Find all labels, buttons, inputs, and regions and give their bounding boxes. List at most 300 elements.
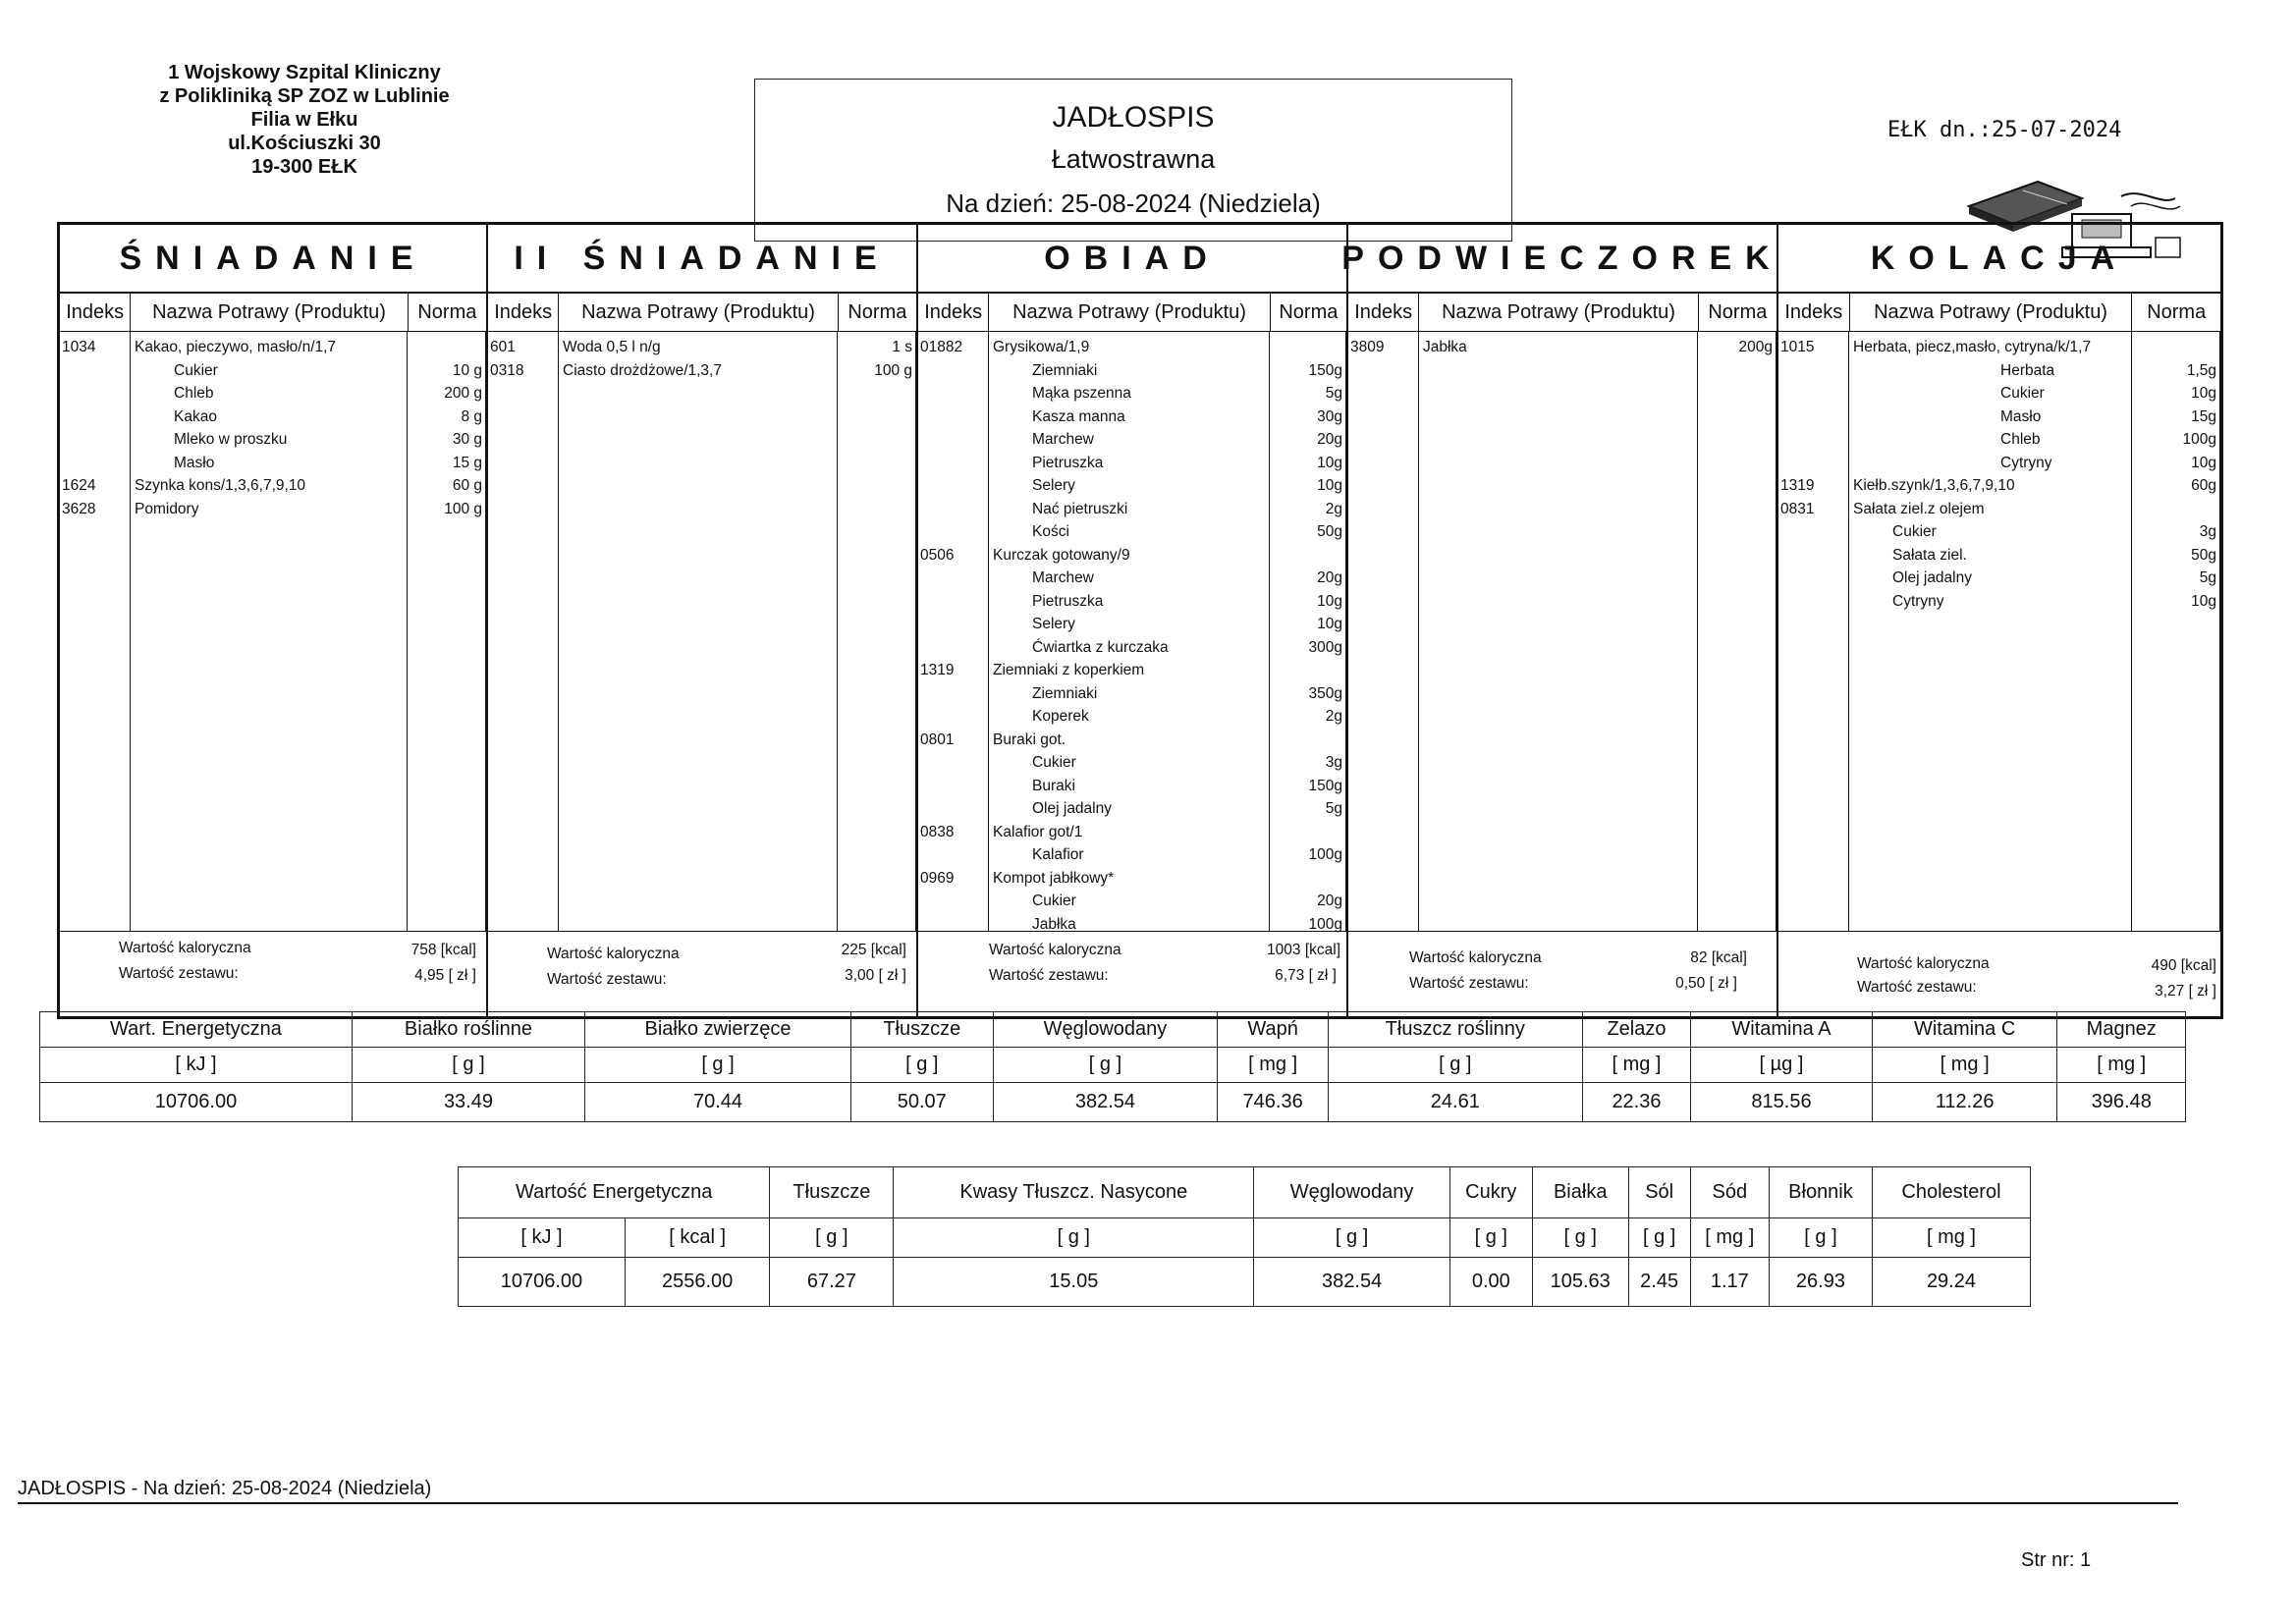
item-norm: 50g — [2191, 546, 2216, 564]
cost-label: Wartość zestawu: — [989, 967, 1109, 984]
cost-value: 4,95 [ zł ] — [414, 967, 476, 984]
menu-item-row — [1778, 590, 2220, 614]
nutrient-value: 15.05 — [894, 1258, 1254, 1307]
item-norm: 2g — [1325, 708, 1342, 725]
item-index: 1015 — [1780, 339, 1815, 355]
menu-item-row — [1778, 474, 2220, 498]
kcal-label: Wartość kaloryczna — [1857, 955, 1990, 972]
header-name: Nazwa Potrawy (Produktu) — [989, 294, 1270, 331]
item-name: Marchew — [1032, 431, 1094, 448]
nutrient-header: Żelazo — [1582, 1012, 1690, 1048]
column-headers — [1778, 294, 2220, 332]
menu-grid — [57, 222, 2223, 1019]
item-norm: 3g — [2199, 523, 2216, 540]
menu-item-row — [1778, 452, 2220, 475]
header-norm: Norma — [417, 300, 477, 323]
energy-value: 2556.00 — [625, 1258, 770, 1307]
menu-item-row — [918, 729, 1346, 752]
meal-title: KOLACJA — [1778, 225, 2220, 294]
menu-item-row — [918, 821, 1346, 844]
menu-date: Na dzień: 25-08-2024 (Niedziela) — [946, 189, 1321, 218]
header-index: Indeks — [488, 294, 559, 331]
cost-label: Wartość zestawu: — [547, 971, 667, 988]
item-name: Cukier — [1892, 523, 1937, 540]
item-name: Selery — [1032, 616, 1075, 632]
kcal-value: 758 [kcal] — [410, 942, 476, 958]
energy-value: 10706.00 — [459, 1258, 626, 1307]
nutrient-unit: [ kJ ] — [40, 1048, 353, 1083]
nutrient-value: 0.00 — [1449, 1258, 1532, 1307]
item-index: 0969 — [920, 869, 955, 887]
header-index: Indeks — [918, 294, 989, 331]
nutrient-header: Tłuszcze — [851, 1012, 993, 1048]
nutrient-unit: [ g ] — [1328, 1048, 1582, 1083]
item-index: 1319 — [920, 662, 955, 678]
hospital-branch: Filia w Ełku — [250, 109, 358, 131]
header-index: Indeks — [1778, 294, 1850, 331]
item-name: Grysikowa/1,9 — [993, 339, 1090, 355]
item-name: Cukier — [174, 361, 218, 379]
item-name: Ziemniaki z koperkiem — [993, 662, 1145, 678]
energy-header: Wartość Energetyczna — [459, 1167, 770, 1218]
item-norm: 100 g — [444, 500, 482, 517]
item-name: Chleb — [174, 385, 214, 402]
nutrient-unit: [ µg ] — [1691, 1048, 1873, 1083]
item-norm: 100 g — [874, 361, 912, 379]
item-name: Kalafior — [1032, 846, 1084, 863]
cost-label: Wartość zestawu: — [119, 965, 239, 982]
item-index: 0318 — [490, 361, 524, 379]
item-index: 0831 — [1780, 500, 1815, 517]
meal-body — [1348, 332, 1777, 932]
kcal-label: Wartość kaloryczna — [119, 940, 251, 956]
item-norm: 10g — [1317, 616, 1342, 632]
nutrient-unit: [ g ] — [894, 1218, 1254, 1258]
nutrient-header: Tłuszcze — [770, 1167, 894, 1218]
menu-item-row — [60, 474, 486, 498]
item-name: Cytryny — [2000, 454, 2052, 471]
item-norm: 1,5g — [2186, 361, 2216, 379]
item-list — [918, 336, 1346, 936]
item-name: Mąka pszenna — [1032, 385, 1131, 402]
header-name: Nazwa Potrawy (Produktu) — [1850, 294, 2133, 331]
menu-item-row — [918, 382, 1346, 406]
nutrient-value: 50.07 — [851, 1083, 993, 1122]
item-norm: 200 g — [444, 385, 482, 402]
item-name: Ziemniaki — [1032, 684, 1098, 702]
nutrient-unit: [ mg ] — [2057, 1048, 2186, 1083]
nutrient-unit: [ mg ] — [1690, 1218, 1769, 1258]
nutrient-unit: [ mg ] — [1872, 1218, 2030, 1258]
item-norm: 5g — [1325, 385, 1342, 402]
meal-summary — [1348, 932, 1777, 1010]
nutrient-value: 105.63 — [1532, 1258, 1628, 1307]
menu-item-row — [918, 890, 1346, 913]
cost-value: 0,50 [ zł ] — [1675, 975, 1737, 992]
meal-summary — [488, 932, 916, 1010]
item-norm: 1 s — [892, 339, 912, 355]
item-norm: 3g — [1325, 754, 1342, 771]
menu-item-row — [918, 613, 1346, 636]
nutrient-unit: [ g ] — [993, 1048, 1218, 1083]
item-name: Kalafior got/1 — [993, 823, 1083, 840]
nutrition-header-row — [40, 1012, 2186, 1048]
title-box — [754, 79, 1512, 242]
item-name: Buraki got. — [993, 730, 1066, 748]
item-name: Kompot jabłkowy* — [993, 869, 1115, 887]
nutrient-header: Tłuszcz roślinny — [1328, 1012, 1582, 1048]
nutrient-value: 10706.00 — [40, 1083, 353, 1122]
item-name: Kurczak gotowany/9 — [993, 546, 1130, 564]
nutrient-value: 746.36 — [1218, 1083, 1328, 1122]
meal-body — [1778, 332, 2220, 932]
item-name: Jabłka — [1032, 915, 1076, 933]
nutrient-unit: [ g ] — [1449, 1218, 1532, 1258]
meal-title: II ŚNIADANIE — [488, 225, 916, 294]
item-name: Masło — [2000, 407, 2042, 425]
nutrient-unit: [ mg ] — [1218, 1048, 1328, 1083]
header-norm: Norma — [1279, 300, 1339, 323]
menu-item-row — [918, 359, 1346, 383]
nutrient-header: Wart. Energetyczna — [40, 1012, 353, 1048]
item-norm: 20g — [1317, 893, 1342, 909]
column-headers — [60, 294, 486, 332]
cost-value: 3,27 [ zł ] — [2155, 983, 2216, 1000]
footer-text: JADŁOSPIS - Na dzień: 25-08-2024 (Niedziela) — [18, 1478, 432, 1499]
meal-kolacja — [1778, 225, 2220, 1016]
item-name: Marchew — [1032, 569, 1094, 586]
item-index: 0506 — [920, 546, 955, 564]
item-index: 3628 — [62, 500, 96, 517]
cost-label: Wartość zestawu: — [1857, 979, 1977, 996]
item-index: 1319 — [1780, 477, 1815, 494]
menu-item-row — [918, 659, 1346, 682]
item-name: Pietruszka — [1032, 454, 1104, 471]
nutrient-value: 382.54 — [993, 1083, 1218, 1122]
menu-item-row — [918, 751, 1346, 775]
item-norm: 10g — [1317, 592, 1342, 610]
meal-body — [60, 332, 486, 932]
meal-title: PODWIECZOREK — [1348, 225, 1777, 294]
item-name: Szynka kons/1,3,6,7,9,10 — [135, 477, 306, 494]
menu-item-row — [918, 406, 1346, 429]
item-norm: 8 g — [461, 407, 482, 425]
item-norm: 20g — [1317, 569, 1342, 586]
nutrient-header: Białko zwierzęce — [584, 1012, 850, 1048]
energy-unit: [ kJ ] — [459, 1218, 626, 1258]
item-norm: 5g — [2199, 569, 2216, 586]
kcal-value: 490 [kcal] — [2151, 957, 2216, 974]
nutrient-value: 815.56 — [1691, 1083, 1873, 1122]
item-index: 3809 — [1350, 339, 1385, 355]
item-index: 01882 — [920, 339, 963, 355]
item-norm: 15 g — [452, 454, 482, 471]
menu-item-row — [60, 452, 486, 475]
nutrient-value: 67.27 — [770, 1258, 894, 1307]
kcal-label: Wartość kaloryczna — [1409, 949, 1542, 966]
menu-item-row — [918, 498, 1346, 521]
menu-item-row — [1778, 544, 2220, 568]
item-name: Ciasto drożdżowe/1,3,7 — [563, 361, 722, 379]
nutrient-unit: [ g ] — [584, 1048, 850, 1083]
meal-ii-sniadanie — [488, 225, 918, 1016]
energy-unit: [ kcal ] — [625, 1218, 770, 1258]
nutrient-header: Białka — [1532, 1167, 1628, 1218]
menu-item-row — [60, 359, 486, 383]
nutrient-value: 22.36 — [1582, 1083, 1690, 1122]
item-name: Olej jadalny — [1892, 569, 1972, 586]
item-norm: 2g — [1325, 500, 1342, 517]
item-name: Ziemniaki — [1032, 361, 1098, 379]
item-name: Woda 0,5 l n/g — [563, 339, 661, 355]
item-name: Cukier — [1032, 893, 1076, 909]
menu-item-row — [918, 682, 1346, 706]
item-name: Buraki — [1032, 777, 1075, 794]
meal-summary — [918, 932, 1346, 1010]
menu-item-row — [918, 474, 1346, 498]
nutrient-value: 29.24 — [1872, 1258, 2030, 1307]
item-name: Nać pietruszki — [1032, 500, 1128, 517]
meal-summary — [1778, 932, 2220, 1010]
meal-title: OBIAD — [918, 225, 1346, 294]
hospital-address — [118, 61, 491, 179]
nutrient-value: 26.93 — [1769, 1258, 1872, 1307]
nutrition-table-daily — [39, 1011, 2186, 1122]
item-norm: 10g — [1317, 477, 1342, 494]
menu-item-row — [918, 544, 1346, 568]
nutrient-unit: [ mg ] — [1582, 1048, 1690, 1083]
item-norm: 30 g — [452, 431, 482, 448]
nutrient-unit: [ g ] — [1769, 1218, 1872, 1258]
item-name: Pietruszka — [1032, 592, 1104, 610]
menu-item-row — [1778, 406, 2220, 429]
item-name: Cukier — [1032, 754, 1076, 771]
menu-item-row — [60, 382, 486, 406]
nutrient-unit: [ mg ] — [1872, 1048, 2057, 1083]
cost-label: Wartość zestawu: — [1409, 975, 1529, 992]
header-name: Nazwa Potrawy (Produktu) — [131, 294, 408, 331]
item-name: Cukier — [2000, 385, 2045, 402]
menu-item-row — [1778, 336, 2220, 359]
hospital-street: ul.Kościuszki 30 — [228, 133, 381, 154]
header-norm: Norma — [2147, 300, 2207, 323]
menu-item-row — [60, 336, 486, 359]
item-index: 601 — [490, 339, 516, 355]
item-index: 0838 — [920, 823, 955, 840]
item-name: Masło — [174, 454, 215, 471]
item-name: Pomidory — [135, 500, 199, 517]
header-norm: Norma — [1708, 300, 1768, 323]
item-name: Mleko w proszku — [174, 431, 288, 448]
nutrient-header: Białko roślinne — [352, 1012, 584, 1048]
item-list — [488, 336, 916, 382]
item-norm: 100g — [1308, 915, 1342, 933]
item-name: Kiełb.szynk/1,3,6,7,9,10 — [1853, 477, 2015, 494]
nutrition-value-row — [40, 1083, 2186, 1122]
menu-item-row — [918, 867, 1346, 891]
nutrient-header: Węglowodany — [1254, 1167, 1450, 1218]
item-norm: 5g — [1325, 800, 1342, 817]
item-name: Sałata ziel.z olejem — [1853, 500, 1985, 517]
menu-item-row — [1778, 520, 2220, 544]
hospital-name: 1 Wojskowy Szpital Kliniczny — [168, 62, 441, 83]
nutrient-unit: [ g ] — [1254, 1218, 1450, 1258]
menu-item-row — [60, 498, 486, 521]
item-list — [1778, 336, 2220, 613]
item-index: 1624 — [62, 477, 96, 494]
item-norm: 150g — [1308, 361, 1342, 379]
item-index: 0801 — [920, 730, 955, 748]
item-norm: 100g — [2182, 431, 2216, 448]
menu-item-row — [918, 590, 1346, 614]
kcal-value: 225 [kcal] — [841, 942, 906, 958]
item-norm: 60g — [2191, 477, 2216, 494]
nutrient-header: Witamina A — [1691, 1012, 1873, 1048]
header-norm: Norma — [847, 300, 907, 323]
menu-item-row — [918, 843, 1346, 867]
item-name: Herbata — [2000, 361, 2055, 379]
nutrient-value: 33.49 — [352, 1083, 584, 1122]
meal-podwieczorek — [1341, 225, 1783, 1016]
item-norm: 10g — [2191, 385, 2216, 402]
nutrient-unit: [ g ] — [1628, 1218, 1690, 1258]
item-norm: 10g — [1317, 454, 1342, 471]
item-name: Chleb — [2000, 431, 2041, 448]
nutrition-unit-row — [40, 1048, 2186, 1083]
item-name: Cytryny — [1892, 592, 1944, 610]
nutrient-value: 2.45 — [1628, 1258, 1690, 1307]
nutrient-header: Magnez — [2057, 1012, 2186, 1048]
meal-body — [918, 332, 1346, 932]
menu-item-row — [1778, 359, 2220, 383]
menu-item-row — [60, 406, 486, 429]
nutrition2-value-row — [459, 1258, 2031, 1307]
nutrient-header: Wapń — [1218, 1012, 1328, 1048]
nutrient-header: Węglowodany — [993, 1012, 1218, 1048]
item-norm: 350g — [1308, 684, 1342, 702]
meal-summary — [60, 932, 486, 1010]
menu-item-row — [918, 775, 1346, 798]
item-norm: 150g — [1308, 777, 1342, 794]
nutrient-header: Kwasy Tłuszcz. Nasycone — [894, 1167, 1254, 1218]
menu-item-row — [1778, 498, 2220, 521]
cost-value: 6,73 [ zł ] — [1275, 967, 1337, 984]
item-name: Koperek — [1032, 708, 1089, 725]
nutrient-value: 70.44 — [584, 1083, 850, 1122]
meal-body — [488, 332, 916, 932]
nutrient-header: Cholesterol — [1872, 1167, 2030, 1218]
menu-item-row — [918, 705, 1346, 729]
nutrient-unit: [ g ] — [770, 1218, 894, 1258]
nutrient-value: 382.54 — [1254, 1258, 1450, 1307]
item-norm: 200g — [1738, 339, 1773, 355]
item-norm: 50g — [1317, 523, 1342, 540]
item-norm: 100g — [1308, 846, 1342, 863]
item-index: 1034 — [62, 339, 96, 355]
page-number: Str nr: 1 — [2021, 1549, 2092, 1571]
item-norm: 60 g — [452, 477, 482, 494]
nutrient-unit: [ g ] — [1532, 1218, 1628, 1258]
header-name: Nazwa Potrawy (Produktu) — [559, 294, 838, 331]
meal-title: ŚNIADANIE — [60, 225, 486, 294]
menu-item-row — [60, 428, 486, 452]
item-norm: 10 g — [452, 361, 482, 379]
nutrient-header: Sól — [1628, 1167, 1690, 1218]
nutrient-header: Witamina C — [1872, 1012, 2057, 1048]
kcal-value: 82 [kcal] — [1690, 949, 1747, 966]
item-name: Selery — [1032, 477, 1075, 494]
kcal-label: Wartość kaloryczna — [989, 942, 1121, 958]
nutrient-header: Cukry — [1449, 1167, 1532, 1218]
item-norm: 10g — [2191, 592, 2216, 610]
hospital-affiliation: z Polikliniką SP ZOZ w Lublinie — [159, 85, 450, 107]
menu-item-row — [918, 567, 1346, 590]
item-name: Herbata, piecz,masło, cytryna/k/1,7 — [1853, 339, 2092, 355]
kcal-value: 1003 [kcal] — [1267, 942, 1340, 958]
nutrition-table-summary — [458, 1166, 2031, 1307]
item-norm: 30g — [1317, 407, 1342, 425]
column-headers — [488, 294, 916, 332]
menu-item-row — [918, 336, 1346, 359]
menu-item-row — [1348, 336, 1777, 359]
item-list — [60, 336, 486, 520]
menu-item-row — [1778, 428, 2220, 452]
menu-item-row — [918, 520, 1346, 544]
nutrient-header: Błonnik — [1769, 1167, 1872, 1218]
nutrition2-unit-row — [459, 1218, 2031, 1258]
item-name: Kości — [1032, 523, 1069, 540]
nutrient-value: 396.48 — [2057, 1083, 2186, 1122]
menu-item-row — [1778, 382, 2220, 406]
nutrient-unit: [ g ] — [851, 1048, 993, 1083]
menu-item-row — [488, 359, 916, 383]
menu-item-row — [1778, 567, 2220, 590]
issue-date: EŁK dn.:25-07-2024 — [1887, 118, 2122, 142]
item-name: Olej jadalny — [1032, 800, 1112, 817]
nutrition2-header-row — [459, 1167, 2031, 1218]
kcal-label: Wartość kaloryczna — [547, 946, 680, 962]
document-title: JADŁOSPIS — [1052, 101, 1215, 134]
meal-sniadanie — [60, 225, 488, 1016]
header-index: Indeks — [60, 294, 131, 331]
hospital-postcode: 19-300 EŁK — [251, 156, 357, 178]
item-name: Kakao — [174, 407, 217, 425]
item-name: Kakao, pieczywo, masło/n/1,7 — [135, 339, 337, 355]
item-list — [1348, 336, 1777, 359]
item-norm: 20g — [1317, 431, 1342, 448]
menu-item-row — [918, 797, 1346, 821]
item-name: Sałata ziel. — [1892, 546, 1967, 564]
menu-item-row — [918, 428, 1346, 452]
nutrient-value: 24.61 — [1328, 1083, 1582, 1122]
nutrient-value: 112.26 — [1872, 1083, 2057, 1122]
column-headers — [1348, 294, 1777, 332]
menu-item-row — [918, 636, 1346, 660]
nutrient-header: Sód — [1690, 1167, 1769, 1218]
column-headers — [918, 294, 1346, 332]
header-index: Indeks — [1348, 294, 1419, 331]
item-name: Jabłka — [1423, 339, 1467, 355]
item-norm: 10g — [2191, 454, 2216, 471]
item-norm: 15g — [2191, 407, 2216, 425]
footer-divider — [18, 1502, 2178, 1504]
item-norm: 300g — [1308, 638, 1342, 656]
item-name: Kasza manna — [1032, 407, 1125, 425]
nutrient-unit: [ g ] — [352, 1048, 584, 1083]
header-name: Nazwa Potrawy (Produktu) — [1419, 294, 1698, 331]
item-name: Ćwiartka z kurczaka — [1032, 638, 1169, 656]
nutrient-value: 1.17 — [1690, 1258, 1769, 1307]
